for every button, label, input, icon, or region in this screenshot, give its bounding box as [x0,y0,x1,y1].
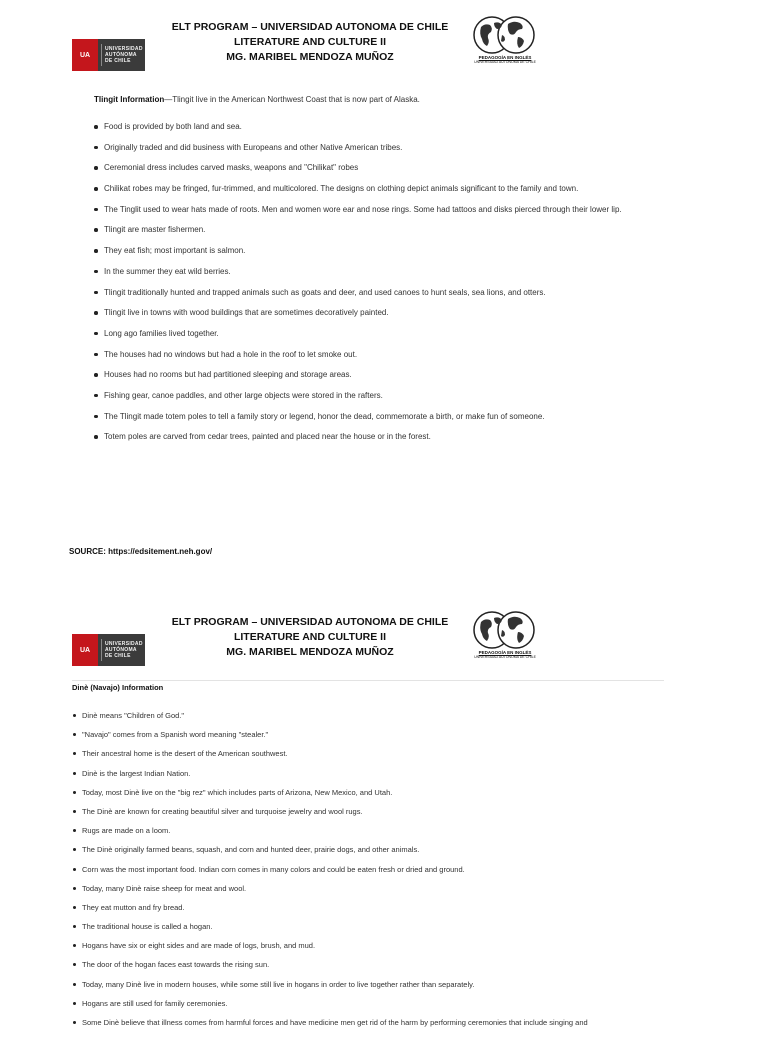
ua-logo-line-3: DE CHILE [105,653,131,659]
list-item: Hogans are still used for family ceremonies. [68,999,688,1018]
tlingit-intro [94,95,420,104]
ua-badge: UA [72,634,98,666]
ua-logo-line-1: UNIVERSIDAD [105,641,143,647]
ua-logo-line-3: DE CHILE [105,58,131,64]
pedagogia-globe-logo [472,610,538,662]
tlingit-fact-list [90,122,710,453]
page-header [160,615,460,660]
list-item: Tlingit are master fishermen. [90,225,710,246]
globe-logo-caption [472,55,538,65]
globe-caption-sub: UNIVERSIDAD AUTÓNOMA DE CHILE [474,655,536,659]
list-item: Tlingit traditionally hunted and trapped animals such as goats and deer, and used canoes to hunt seals, sea lions, and otters. [90,288,710,309]
header-line-1: ELT PROGRAM – UNIVERSIDAD AUTONOMA DE CHILE [171,21,449,33]
list-item: Chilikat robes may be fringed, fur-trimmed, and multicolored. The designs on clothing depict animals significant to the family and town. [90,184,710,205]
ua-logo-text [105,641,143,659]
page-header [160,20,460,65]
header-divider [72,680,664,681]
list-item: Today, many Dinè raise sheep for meat and wool. [68,884,688,903]
list-item: Dinè means "Children of God." [68,711,688,730]
header-line-3: MG. MARIBEL MENDOZA MUÑOZ [226,646,394,658]
header-line-1: ELT PROGRAM – UNIVERSIDAD AUTONOMA DE CHILE [171,616,449,628]
logo-separator [101,639,102,661]
ua-logo-line-1: UNIVERSIDAD [105,46,143,52]
list-item: Corn was the most important food. Indian corn comes in many colors and could be eaten fresh or dried and ground. [68,865,688,884]
list-item: In the summer they eat wild berries. [90,267,710,288]
header-line-2: LITERATURE AND CULTURE II [233,36,387,48]
list-item: They eat fish; most important is salmon. [90,246,710,267]
list-item: Ceremonial dress includes carved masks, weapons and "Chilikat" robes [90,163,710,184]
globe-logo-caption [472,650,538,660]
dine-fact-list [68,711,688,1037]
source-citation: SOURCE: https://edsitement.neh.gov/ [69,547,213,556]
list-item: The houses had no windows but had a hole in the roof to let smoke out. [90,350,710,371]
header-line-3: MG. MARIBEL MENDOZA MUÑOZ [226,51,394,63]
globe-icon [472,15,538,55]
universidad-autonoma-logo [72,634,145,666]
list-item: The Tinglit used to wear hats made of roots. Men and women wore ear and nose rings. Some had tattoos and disks pierced through their lower lip. [90,205,710,226]
logo-separator [101,44,102,66]
list-item: Their ancestral home is the desert of the American southwest. [68,749,688,768]
list-item: Food is provided by both land and sea. [90,122,710,143]
ua-logo-line-2: AUTÓNOMA [105,52,137,58]
list-item: Hogans have six or eight sides and are made of logs, brush, and mud. [68,941,688,960]
list-item: Totem poles are carved from cedar trees, painted and placed near the house or in the forest. [90,432,710,453]
tlingit-intro-text: —Tlingit live in the American Northwest Coast that is now part of Alaska. [164,95,420,104]
globe-caption-main: PEDAGOGÍA EN INGLÉS [478,55,532,60]
tlingit-label: Tlingit Information [94,95,165,104]
list-item: Long ago families lived together. [90,329,710,350]
list-item: Houses had no rooms but had partitioned sleeping and storage areas. [90,370,710,391]
list-item: Rugs are made on a loom. [68,826,688,845]
document-page-2 [0,595,768,1035]
list-item: Today, many Dinè live in modern houses, while some still live in hogans in order to live together rather than separately. [68,980,688,999]
list-item: The Dinè originally farmed beans, squash, and corn and hunted deer, prairie dogs, and other animals. [68,845,688,864]
list-item: They eat mutton and fry bread. [68,903,688,922]
ua-logo-text [105,46,143,64]
list-item: Originally traded and did business with Europeans and other Native American tribes. [90,143,710,164]
globe-icon [472,610,538,650]
list-item: The Dinè are known for creating beautiful silver and turquoise jewelry and wool rugs. [68,807,688,826]
list-item: The door of the hogan faces east towards the rising sun. [68,960,688,979]
list-item: Some Dinè believe that illness comes from harmful forces and have medicine men get rid of the harm by performing ceremonies that include singing and [68,1018,688,1037]
pedagogia-globe-logo [472,15,538,67]
dine-section-title: Dinè (Navajo) Information [72,683,164,692]
list-item: Fishing gear, canoe paddles, and other large objects were stored in the rafters. [90,391,710,412]
list-item: The Tlingit made totem poles to tell a family story or legend, honor the dead, commemorate a birth, or make fun of someone. [90,412,710,433]
globe-caption-main: PEDAGOGÍA EN INGLÉS [478,650,532,655]
header-line-2: LITERATURE AND CULTURE II [233,631,387,643]
universidad-autonoma-logo [72,39,145,71]
list-item: Dinè is the largest Indian Nation. [68,769,688,788]
ua-badge: UA [72,39,98,71]
list-item: "Navajo" comes from a Spanish word meaning "stealer." [68,730,688,749]
globe-caption-sub: UNIVERSIDAD AUTÓNOMA DE CHILE [474,60,536,64]
list-item: The traditional house is called a hogan. [68,922,688,941]
list-item: Today, most Dinè live on the "big rez" which includes parts of Arizona, New Mexico, and Utah. [68,788,688,807]
list-item: Tlingit live in towns with wood buildings that are sometimes decoratively painted. [90,308,710,329]
ua-logo-line-2: AUTÓNOMA [105,647,137,653]
